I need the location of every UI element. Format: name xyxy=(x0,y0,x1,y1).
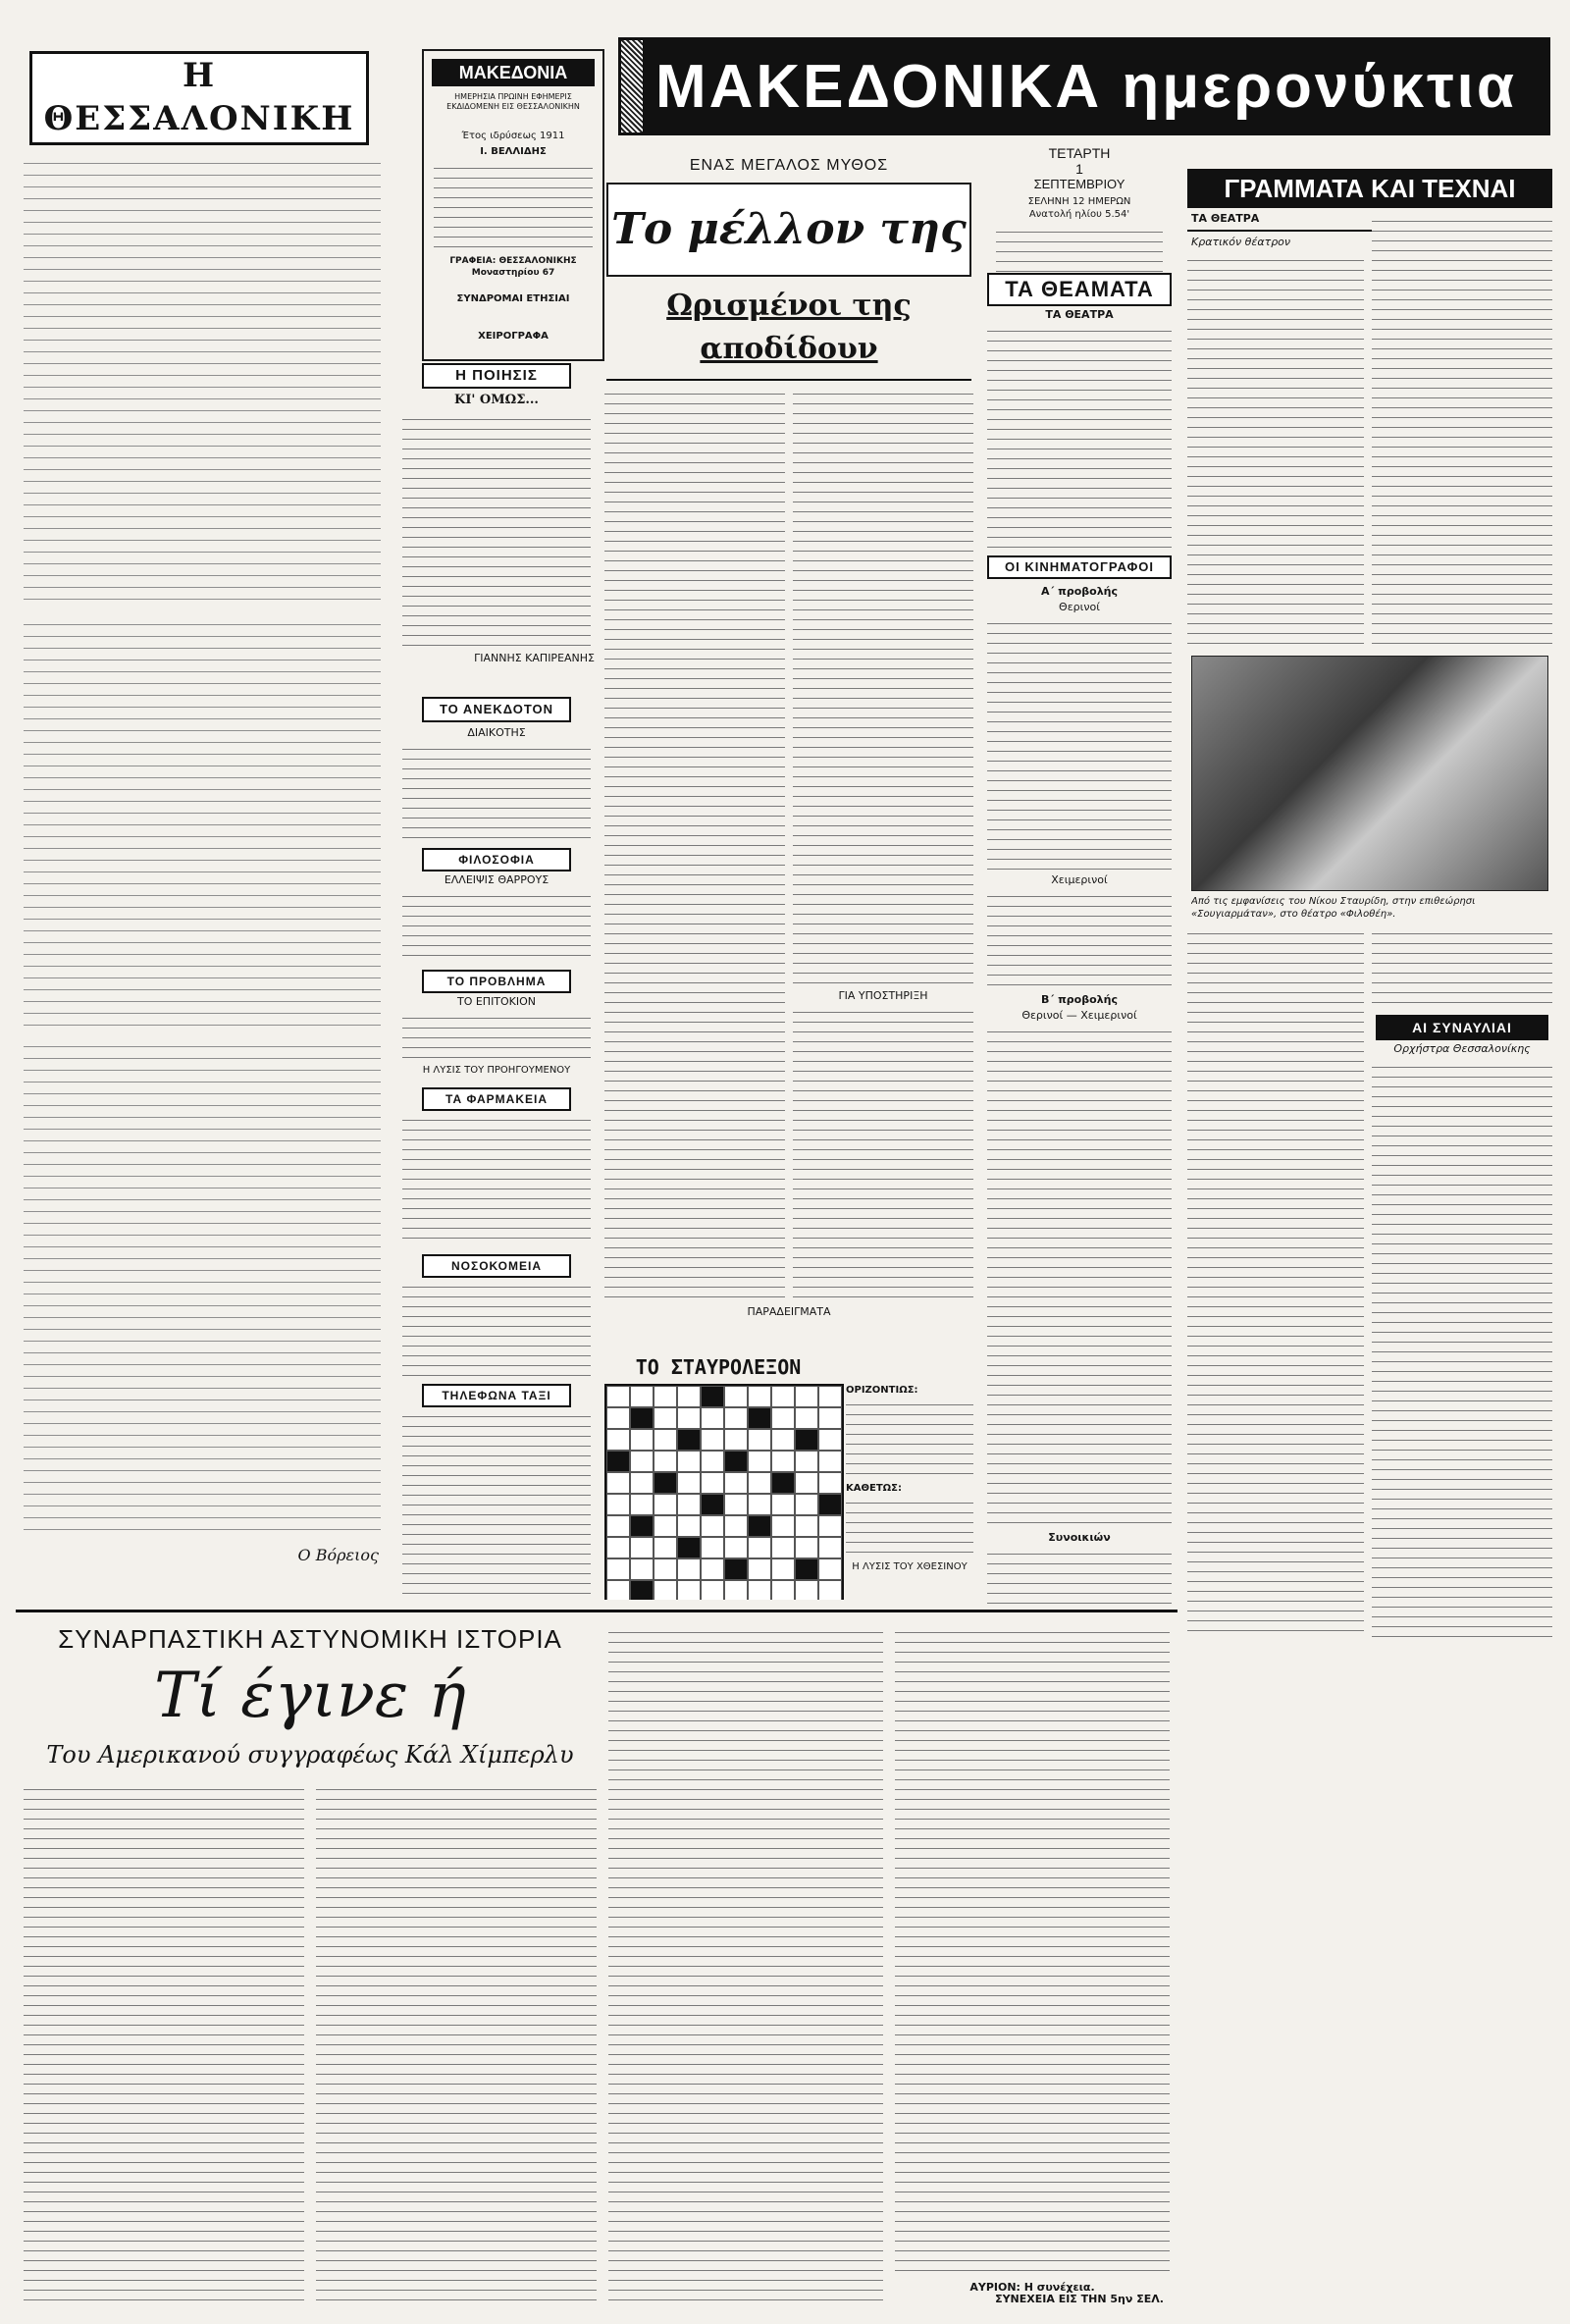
story-col-1 xyxy=(24,1784,304,2304)
arts-heading: ΓΡΑΜΜΑΤΑ ΚΑΙ ΤΕΧΝΑΙ xyxy=(1187,169,1552,208)
story-byline: Του Αμερικανού συγγραφέως Κάλ Χίμπερλυ xyxy=(46,1741,574,1769)
article-title: Το μέλλον της xyxy=(606,183,971,277)
arts-col-4b xyxy=(1372,1062,1552,1641)
shows-theatres: ΤΑ ΘΕΑΤΡΑ xyxy=(1045,308,1114,321)
philosophy-text xyxy=(402,891,591,962)
story xyxy=(16,1617,1178,2314)
article-subtitle-2 xyxy=(610,371,968,375)
date-num: 1 xyxy=(1075,161,1083,177)
main-banner xyxy=(618,37,1550,135)
date-more: Ανατολή ηλίου 5.54' xyxy=(1028,209,1130,220)
shows-neighborhood-list xyxy=(987,1549,1172,1608)
logo-box xyxy=(422,49,604,361)
article-col-2b xyxy=(793,1007,973,1301)
arts-column xyxy=(1183,137,1556,1649)
date-month: ΣΕΠΤΕΜΒΡΙΟΥ xyxy=(1033,177,1125,191)
logo-address: ΓΡΑΦΕΙΑ: ΘΕΣΣΑΛΟΝΙΚΗΣ Μοναστηρίου 67 xyxy=(449,256,577,278)
logo-manuscripts: ΧΕΙΡΟΓΡΑΦΑ xyxy=(478,331,549,342)
logo-subscription: ΣΥΝΔΡΟΜΑΙ ΕΤΗΣΙΑΙ xyxy=(456,293,570,304)
crossword-down: ΚΑΘΕΤΩΣ: xyxy=(846,1483,902,1494)
left-heading-line2 xyxy=(32,140,366,145)
phones-text xyxy=(402,1411,591,1598)
banner-hatch-left xyxy=(621,40,643,132)
center-article xyxy=(601,137,977,1345)
philosophy-sub: ΕΛΛΕΙΨΙΣ ΘΑΡΡΟΥΣ xyxy=(444,873,550,886)
shows-heading: ΤΑ ΘΕΑΜΑΤΑ xyxy=(987,273,1172,306)
arts-col-1 xyxy=(1187,255,1364,648)
shows-winter-list xyxy=(987,891,1172,989)
logo-founded: Έτος ιδρύσεως 1911 xyxy=(461,131,565,141)
arts-col-3 xyxy=(1187,928,1364,1635)
left-heading xyxy=(29,51,369,145)
shows-second-list xyxy=(987,1027,1172,1527)
article-col-1 xyxy=(604,389,785,1301)
phones-heading: ΤΗΛΕΦΩΝΑ ΤΑΞΙ xyxy=(422,1384,571,1407)
poetry-title: ΚΙ' ΟΜΩΣ... xyxy=(454,393,539,407)
pharmacies-heading: ΤΑ ΦΑΡΜΑΚΕΙΑ xyxy=(422,1087,571,1111)
problem-heading: ΤΟ ΠΡΟΒΛΗΜΑ xyxy=(422,970,571,993)
story-continued: ΑΥΡΙΟΝ: Η συνέχεια. xyxy=(969,2281,1095,2294)
left-text-block-2 xyxy=(24,618,381,1030)
arts-state-theatre: Κρατικόν θέατρον xyxy=(1191,236,1291,248)
shows-winter: Χειμερινοί xyxy=(1051,873,1108,886)
left-text-block-3 xyxy=(24,1040,381,1531)
shows-continued: ΣΥΝΕΧΕΙΑ ΕΙΣ ΤΗΝ 5ην ΣΕΛ. xyxy=(995,2293,1164,2305)
article-section-a: ΓΙΑ ΥΠΟΣΤΗΡΙΞΗ xyxy=(838,989,928,1002)
shows-theatre-list xyxy=(987,326,1172,550)
arts-col-2 xyxy=(1372,216,1552,648)
arts-col-4a xyxy=(1372,928,1552,1011)
problem-sub: ΤΟ ΕΠΙΤΟΚΙΟΝ xyxy=(456,995,537,1008)
shows-summer: Θερινοί xyxy=(1059,601,1100,613)
crossword-across: ΟΡΙΖΟΝΤΙΩΣ: xyxy=(846,1385,918,1396)
banner-title: ΜΑΚΕΔΟΝΙΚΑ ημερονύκτια xyxy=(654,53,1518,121)
logo-staff-lines xyxy=(434,163,593,251)
shows-summer-list xyxy=(987,618,1172,870)
crossword-across-clues xyxy=(846,1400,973,1478)
poetry-heading: Η ΠΟΙΗΣΙΣ xyxy=(422,363,571,389)
article-col-2a xyxy=(793,389,973,987)
problem-text xyxy=(402,1013,591,1062)
arts-photo xyxy=(1191,656,1548,891)
story-title: Τί έγινε ή xyxy=(154,1660,466,1732)
poetry-text xyxy=(402,414,591,650)
crossword-grid[interactable] xyxy=(604,1384,844,1600)
left-signature: Ο Βόρειος xyxy=(297,1546,379,1564)
story-col-2 xyxy=(316,1784,597,2304)
logo-publisher: Ι. ΒΕΛΛΙΔΗΣ xyxy=(480,146,547,157)
shows-cinemas: ΟΙ ΚΙΝΗΜΑΤΟΓΡΑΦΟΙ xyxy=(987,555,1172,579)
arts-theatre: ΤΑ ΘΕΑΤΡΑ xyxy=(1191,212,1260,225)
philosophy-heading: ΦΙΛΟΣΟΦΙΑ xyxy=(422,848,571,872)
solution-label: Η ΛΥΣΙΣ ΤΟΥ ΠΡΟΗΓΟΥΜΕΝΟΥ xyxy=(422,1065,571,1076)
crossword-title: ΤΟ ΣΤΑΥΡΟΛΕΞΟΝ xyxy=(635,1355,802,1379)
shows-first-run: Α΄ προβολής xyxy=(1040,585,1119,598)
pharmacies-text xyxy=(402,1115,591,1246)
arts-orchestra: Ορχήστρα Θεσσαλονίκης xyxy=(1393,1042,1531,1055)
left-heading-line1: Η ΘΕΣΣΑΛΟΝΙΚΗ xyxy=(43,56,355,138)
hospitals-heading: ΝΟΣΟΚΟΜΕΙΑ xyxy=(422,1254,571,1278)
article-kicker: ΕΝΑΣ ΜΕΓΑΛΟΣ ΜΥΘΟΣ xyxy=(689,157,889,174)
shows-second-run-sub: Θερινοί — Χειμερινοί xyxy=(1021,1009,1137,1022)
anecdote-text xyxy=(402,744,591,838)
arts-meetings: ΑΙ ΣΥΝΑΥΛΙΑΙ xyxy=(1376,1015,1548,1040)
left-column xyxy=(16,29,389,1600)
article-section-b: ΠΑΡΑΔΕΙΓΜΑΤΑ xyxy=(747,1305,831,1318)
article-subtitle xyxy=(610,285,968,375)
story-rule xyxy=(16,1610,1178,1612)
crossword-prev-solution: Η ΛΥΣΙΣ ΤΟΥ ΧΘΕΣΙΝΟΥ xyxy=(852,1561,968,1572)
shows-neighborhood: Συνοικιών xyxy=(1048,1531,1111,1544)
anecdote-sub: ΔΙΑΙΚΟΤΗΣ xyxy=(467,726,526,739)
poetry-author: ΓΙΑΝΝΗΣ ΚΑΠΙΡΕΑΝΗΣ xyxy=(474,652,595,664)
crossword xyxy=(601,1354,977,1600)
logo-name: ΜΑΚΕΔΟΝΙΑ xyxy=(432,59,595,86)
crossword-down-clues xyxy=(846,1498,973,1557)
left-text-block-1 xyxy=(24,157,381,608)
shows-second-run: Β΄ προβολής xyxy=(1041,993,1118,1006)
arts-photo-caption: Από τις εμφανίσεις του Νίκου Σταυρίδη, στην επιθεώρησι «Σουγιαρμάταν», στο θέατρο «Φιλοθέη». xyxy=(1191,896,1476,920)
story-col-3 xyxy=(608,1627,883,2304)
date-details: ΣΕΛΗΝΗ 12 ΗΜΕΡΩΝ xyxy=(1027,196,1131,207)
story-kicker: ΣΥΝΑΡΠΑΣΤΙΚΗ ΑΣΤΥΝΟΜΙΚΗ ΙΣΤΟΡΙΑ xyxy=(58,1624,562,1654)
article-rule xyxy=(606,379,971,381)
logo-sub: ΗΜΕΡΗΣΙΑ ΠΡΩΙΝΗ ΕΦΗΜΕΡΙΣ ΕΚΔΙΔΟΜΕΝΗ ΕΙΣ ΘΕΣΣΑΛΟΝΙΚΗΝ xyxy=(446,92,580,111)
shows-column xyxy=(981,265,1178,1610)
hospitals-text xyxy=(402,1282,591,1376)
poetry-column xyxy=(392,363,601,1600)
article-subtitle-1: Ωρισμένοι της αποδίδουν xyxy=(666,289,912,366)
story-col-4 xyxy=(895,1627,1170,2275)
anecdote-heading: ΤΟ ΑΝΕΚΔΟΤΟΝ xyxy=(422,697,571,722)
date-day: ΤΕΤΑΡΤΗ xyxy=(1048,145,1111,161)
